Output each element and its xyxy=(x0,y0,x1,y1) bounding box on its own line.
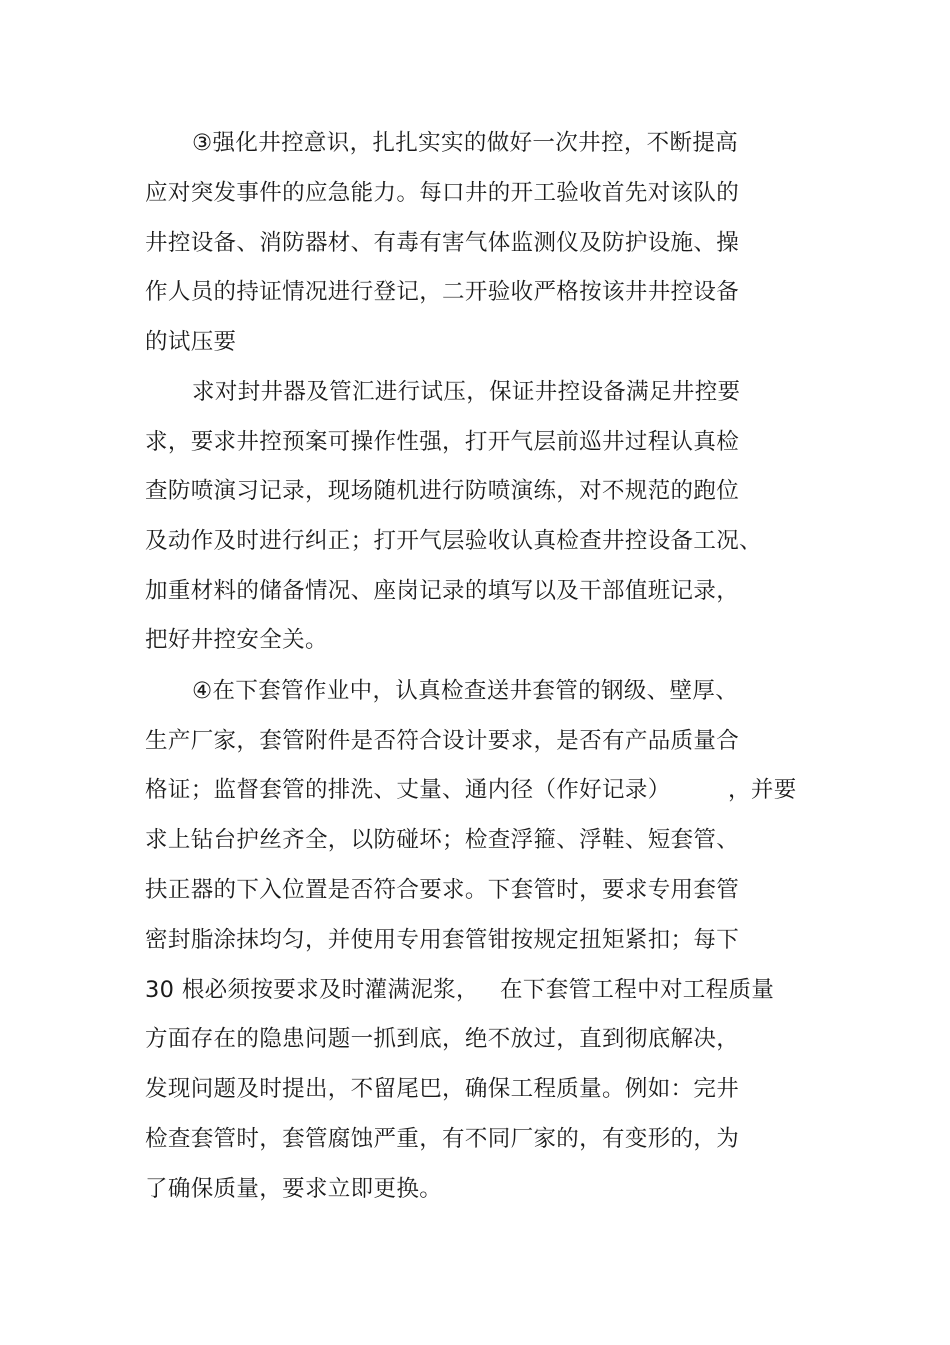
paragraph-2-line-4: 及动作及时进行纠正；打开气层验收认真检查井控设备工况、 xyxy=(145,528,762,554)
paragraph-2-line-2: 求，要求井控预案可操作性强，打开气层前巡井过程认真检 xyxy=(145,429,740,455)
paragraph-3-line-7a: 30 根必须按要求及时灌满泥浆， xyxy=(145,977,479,1003)
paragraph-3-line-6: 密封脂涂抹均匀，并使用专用套管钳按规定扭矩紧扣；每下 xyxy=(145,927,740,953)
paragraph-3-line-10: 检查套管时，套管腐蚀严重，有不同厂家的，有变形的，为 xyxy=(145,1126,740,1152)
paragraph-3-line-5: 扶正器的下入位置是否符合要求。下套管时，要求专用套管 xyxy=(145,877,740,903)
paragraph-3-line-1: ④在下套管作业中，认真检查送井套管的钢级、壁厚、 xyxy=(192,678,739,704)
paragraph-1-line-5: 的试压要 xyxy=(145,329,237,355)
paragraph-3-line-2: 生产厂家，套管附件是否符合设计要求，是否有产品质量合 xyxy=(145,728,740,754)
paragraph-2-line-1: 求对封井器及管汇进行试压，保证井控设备满足井控要 xyxy=(192,379,741,405)
paragraph-1-line-1: ③强化井控意识，扎扎实实的做好一次井控，不断提高 xyxy=(192,130,739,156)
paragraph-2-line-3: 查防喷演习记录，现场随机进行防喷演练，对不规范的跑位 xyxy=(145,478,740,504)
paragraph-2-line-5: 加重材料的储备情况、座岗记录的填写以及干部值班记录， xyxy=(145,578,740,604)
paragraph-3-line-3b: ，并要 xyxy=(728,777,797,803)
paragraph-1-line-4: 作人员的持证情况进行登记，二开验收严格按该井井控设备 xyxy=(145,279,740,305)
paragraph-3-line-11: 了确保质量，要求立即更换。 xyxy=(145,1176,443,1202)
paragraph-3-line-7b: 在下套管工程中对工程质量 xyxy=(500,977,775,1003)
paragraph-3-line-9: 发现问题及时提出，不留尾巴，确保工程质量。例如：完井 xyxy=(145,1076,740,1102)
paragraph-1-line-2: 应对突发事件的应急能力。每口井的开工验收首先对该队的 xyxy=(145,180,740,206)
paragraph-2-line-6: 把好井控安全关。 xyxy=(145,627,328,653)
paragraph-1-line-3: 井控设备、消防器材、有毒有害气体监测仪及防护设施、操 xyxy=(145,230,740,256)
paragraph-3-line-8: 方面存在的隐患问题一抓到底，绝不放过，直到彻底解决， xyxy=(145,1026,740,1052)
paragraph-3-line-4: 求上钻台护丝齐全，以防碰坏；检查浮箍、浮鞋、短套管、 xyxy=(145,827,740,853)
paragraph-3-line-3a: 格证；监督套管的排洗、丈量、通内径（作好记录） xyxy=(145,777,671,803)
